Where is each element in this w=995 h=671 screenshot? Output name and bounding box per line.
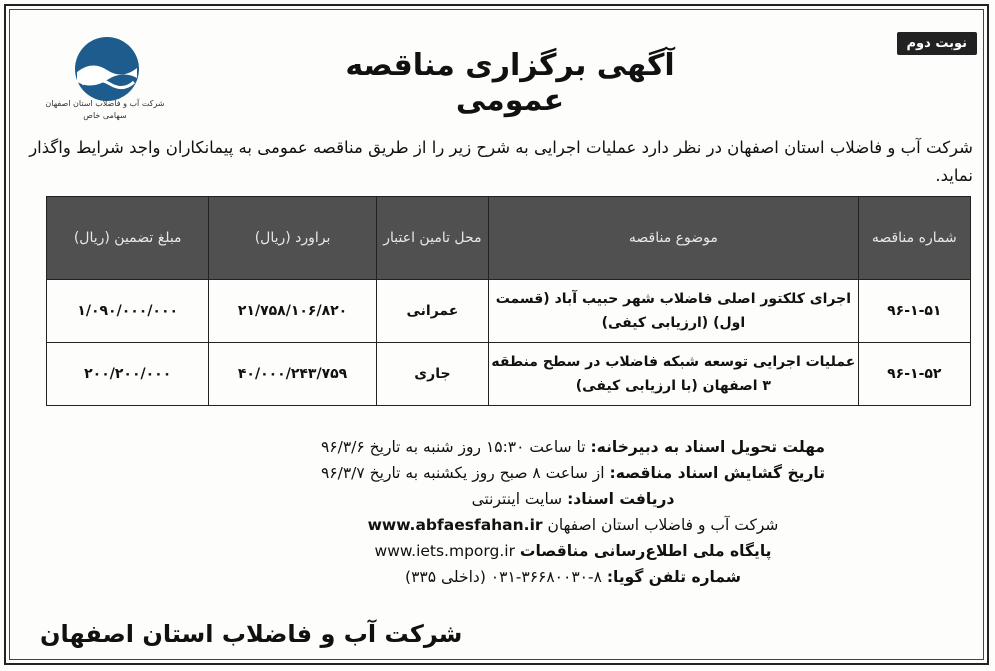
tender-subject: عملیات اجرایی توسعه شبکه فاضلاب در سطح منطقه ۳ اصفهان (با ارزیابی کیفی)	[489, 343, 859, 406]
guarantee-value: ۱/۰۹۰/۰۰۰/۰۰۰	[47, 280, 209, 343]
phone-line	[173, 564, 973, 590]
portal-label: پایگاه ملی اطلاع‌رسانی مناقصات	[519, 542, 772, 560]
round-badge: نوبت دوم	[897, 32, 977, 55]
deadline-line	[173, 434, 973, 460]
tender-number: ۹۶-۱-۵۲	[858, 343, 970, 406]
phone-label: شماره تلفن گویا:	[606, 568, 741, 586]
tender-subject: اجرای کلکتور اصلی فاضلاب شهر حبیب آباد (قسمت اول) (ارزیابی کیفی)	[489, 280, 859, 343]
docs-label: دریافت اسناد:	[567, 490, 675, 508]
logo-caption: شرکت آب و فاضلاب استان اصفهان سهامی خاص	[45, 99, 165, 120]
footer-signature: شرکت آب و فاضلاب استان اصفهان	[40, 620, 463, 648]
opening-value: از ساعت ۸ صبح روز یکشنبه به تاریخ ۹۶/۳/۷	[320, 464, 605, 482]
portal-url-link[interactable]: www.iets.mporg.ir	[374, 542, 515, 560]
funding-source: جاری	[376, 343, 488, 406]
header-guarantee: مبلغ تضمین (ریال)	[47, 197, 209, 280]
page-title: آگهی برگزاری مناقصه عمومی	[345, 48, 675, 118]
funding-source: عمرانی	[376, 280, 488, 343]
tender-number: ۹۶-۱-۵۱	[858, 280, 970, 343]
header-number: شماره مناقصه	[858, 197, 970, 280]
phone-value: ۸-۳۶۶۸۰۰۳۰-۰۳۱ (داخلی ۳۳۵)	[405, 568, 602, 586]
portal-line	[173, 538, 973, 564]
company-site-line	[173, 512, 973, 538]
estimate-value: ۲۱/۷۵۸/۱۰۶/۸۲۰	[209, 280, 376, 343]
company-url-link[interactable]: www.abfaesfahan.ir	[367, 516, 543, 534]
intro-paragraph: شرکت آب و فاضلاب استان اصفهان در نظر دارد عملیات اجرایی به شرح زیر را از طریق مناقصه عمومی به پیمانکاران واجد شرایط واگذار نماید.	[29, 138, 973, 185]
header-estimate: براورد (ریال)	[209, 197, 376, 280]
deadline-label: مهلت تحویل اسناد به دبیرخانه:	[590, 438, 826, 456]
guarantee-value: ۲۰۰/۲۰۰/۰۰۰	[47, 343, 209, 406]
docs-line	[173, 486, 973, 512]
estimate-value: ۴۰/۰۰۰/۲۴۳/۷۵۹	[209, 343, 376, 406]
deadline-value: تا ساعت ۱۵:۳۰ روز شنبه به تاریخ ۹۶/۳/۶	[320, 438, 586, 456]
tender-table	[46, 196, 971, 406]
table-row	[47, 343, 971, 406]
docs-value: سایت اینترنتی	[471, 490, 563, 508]
header-subject: موضوع مناقصه	[489, 197, 859, 280]
header-source: محل تامین اعتبار	[376, 197, 488, 280]
opening-line	[173, 460, 973, 486]
company-line: شرکت آب و فاضلاب استان اصفهان	[547, 516, 779, 534]
opening-label: تاریخ گشایش اسناد مناقصه:	[609, 464, 826, 482]
table-row	[47, 280, 971, 343]
tender-details	[173, 434, 973, 590]
